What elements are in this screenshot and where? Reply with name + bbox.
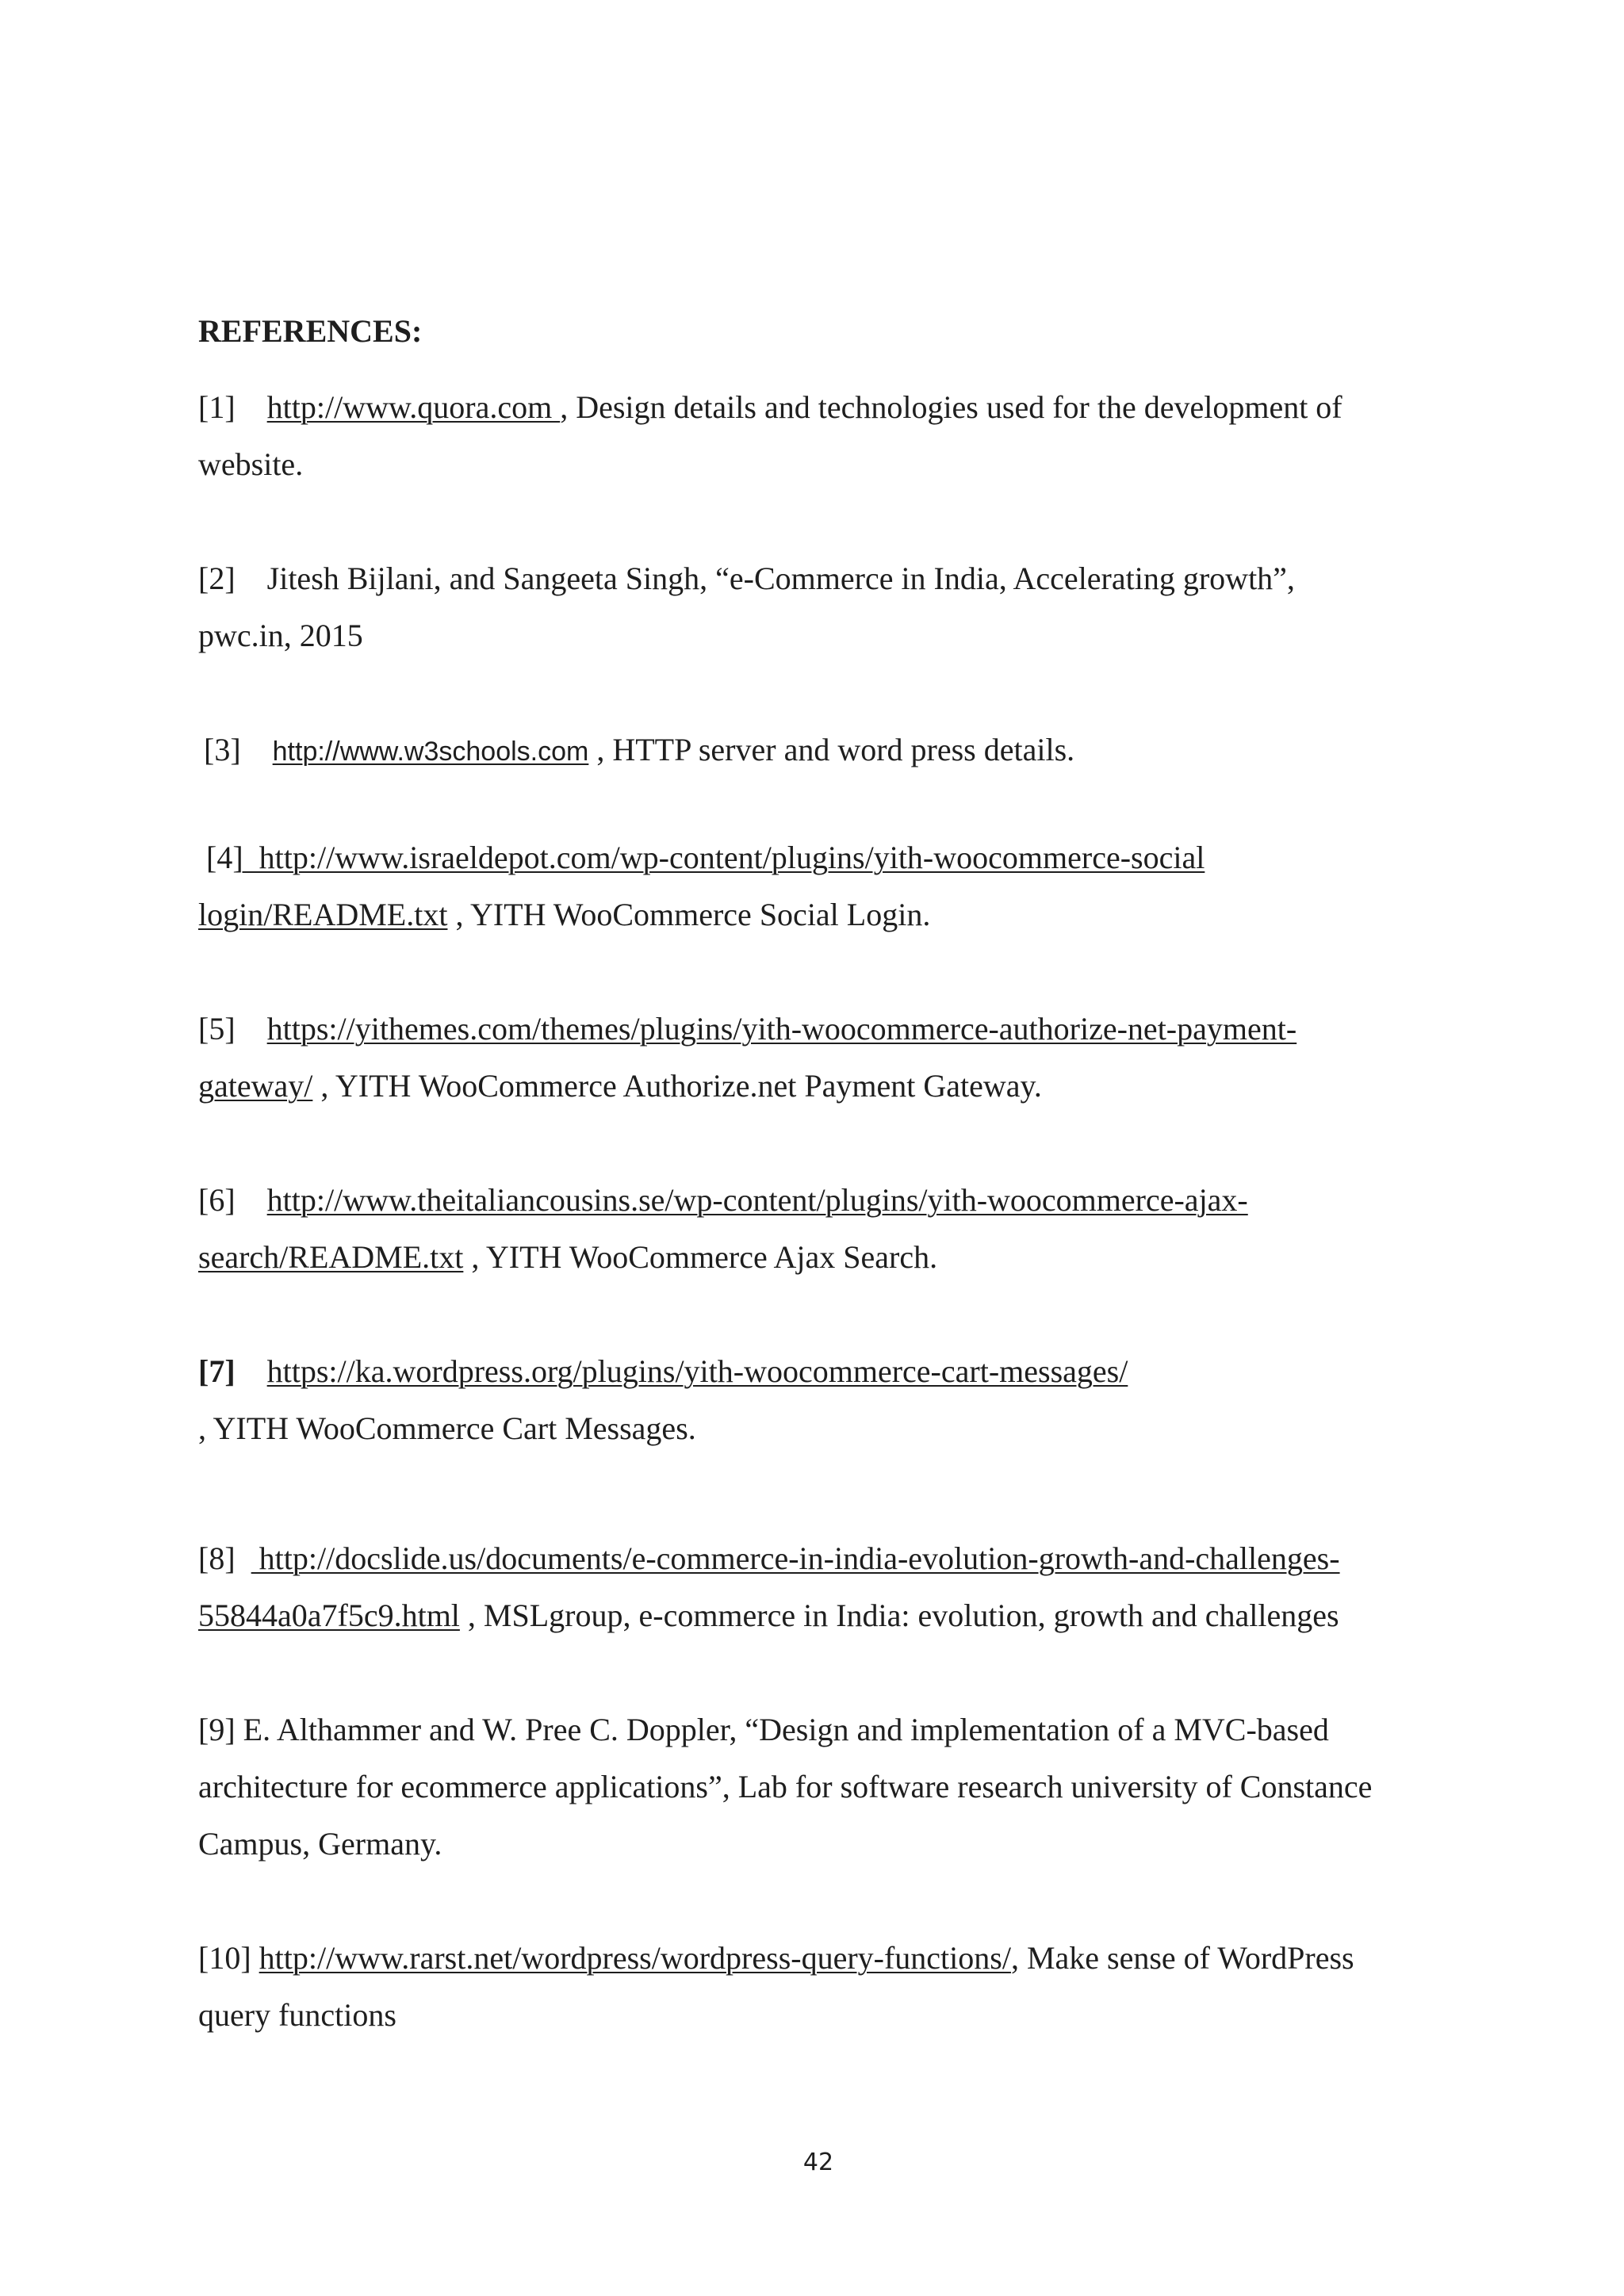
reference-8-description: , MSLgroup, e-commerce in India: evolution, growth and challenges <box>459 1598 1339 1633</box>
reference-3-link[interactable]: http://www.w3schools.com <box>272 737 589 767</box>
reference-10-link[interactable]: http://www.rarst.net/wordpress/wordpress-query-functions/ <box>259 1940 1011 1976</box>
reference-5-number: [5] <box>198 1011 236 1047</box>
reference-6-line-2 <box>198 1238 937 1276</box>
reference-3-number: [3] <box>204 732 241 767</box>
reference-5-line-1 <box>198 1010 1297 1048</box>
reference-10-line-1 <box>198 1939 1354 1977</box>
reference-8-link-part-1[interactable]: http://docslide.us/documents/e-commerce-in-india-evolution-growth-and-challenges- <box>251 1540 1340 1576</box>
reference-5-link-part-2[interactable]: gateway/ <box>198 1068 313 1104</box>
reference-4-line-1 <box>198 839 1205 877</box>
reference-8-line-1 <box>198 1540 1340 1578</box>
reference-6-number: [6] <box>198 1182 236 1218</box>
reference-2-line-2: pwc.in, 2015 <box>198 618 363 653</box>
page-number: 42 <box>802 2149 834 2176</box>
reference-6-link-part-1[interactable]: http://www.theitaliancousins.se/wp-content/plugins/yith-woocommerce-ajax- <box>266 1182 1248 1218</box>
reference-7-link[interactable]: https://ka.wordpress.org/plugins/yith-woocommerce-cart-messages/ <box>266 1353 1128 1389</box>
reference-6-link-part-2[interactable]: search/README.txt <box>198 1239 464 1275</box>
reference-1-description: , Design details and technologies used for the development of <box>560 389 1342 425</box>
reference-10-number: [10] <box>198 1940 251 1976</box>
reference-1-line-1 <box>198 388 1342 427</box>
reference-4-description: , YITH WooCommerce Social Login. <box>447 897 931 932</box>
references-heading: REFERENCES: <box>198 313 423 349</box>
reference-8-link-part-2[interactable]: 55844a0a7f5c9.html <box>198 1598 460 1633</box>
reference-8-number: [8] <box>198 1540 236 1576</box>
reference-5-line-2 <box>198 1067 1042 1105</box>
reference-7-line-1 <box>198 1353 1128 1391</box>
reference-2-text: Jitesh Bijlani, and Sangeeta Singh, “e-Commerce in India, Accelerating growth”, <box>266 561 1295 596</box>
reference-5-description: , YITH WooCommerce Authorize.net Payment Gateway. <box>312 1068 1042 1104</box>
reference-2-line-1 <box>198 560 1295 598</box>
reference-7-number: [7] <box>198 1353 236 1389</box>
reference-10-description: , Make sense of WordPress <box>1010 1940 1354 1976</box>
reference-1-number: [1] <box>198 389 236 425</box>
reference-7-line-2: , YITH WooCommerce Cart Messages. <box>198 1410 696 1446</box>
reference-4-link-part-1[interactable]: ] http://www.israeldepot.com/wp-content/plugins/yith-woocommerce-social <box>232 840 1205 875</box>
reference-1-line-2: website. <box>198 446 304 482</box>
reference-6-line-1 <box>198 1181 1248 1219</box>
reference-6-description: , YITH WooCommerce Ajax Search. <box>463 1239 938 1275</box>
reference-9-line-3: Campus, Germany. <box>198 1826 442 1862</box>
reference-9-line-1: [9] E. Althammer and W. Pree C. Doppler, “Design and implementation of a MVC-based <box>198 1712 1329 1747</box>
reference-5-link-part-1[interactable]: https://yithemes.com/themes/plugins/yith-woocommerce-authorize-net-payment- <box>266 1011 1297 1047</box>
reference-4-link-part-2[interactable]: login/README.txt <box>198 897 448 932</box>
reference-4-number: [4 <box>198 840 233 875</box>
reference-3-description: , HTTP server and word press details. <box>588 732 1075 767</box>
reference-1-link[interactable]: http://www.quora.com <box>266 389 561 425</box>
reference-2-number: [2] <box>198 561 236 596</box>
reference-10-line-2: query functions <box>198 1997 396 2033</box>
reference-4-line-2 <box>198 896 930 934</box>
reference-3-line-1 <box>204 731 1074 771</box>
reference-9-line-2: architecture for ecommerce applications”, Lab for software research university of Constance <box>198 1769 1373 1804</box>
reference-8-line-2 <box>198 1597 1339 1635</box>
